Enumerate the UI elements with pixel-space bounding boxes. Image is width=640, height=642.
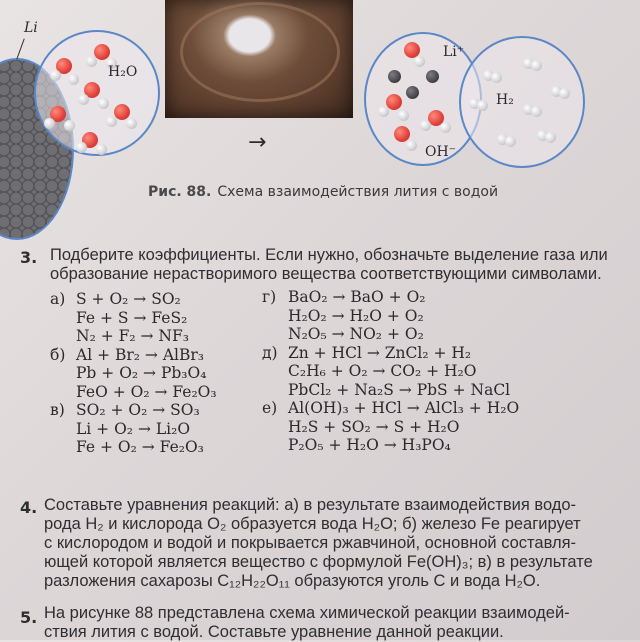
group-label: а)	[50, 290, 66, 308]
bowl-outline	[180, 2, 340, 102]
task-4-number: 4.	[20, 498, 38, 517]
task-3-number: 3.	[20, 248, 38, 267]
equation: Pb + O₂ → Pb₃O₄	[76, 364, 207, 382]
task-3-text-line: образование нерастворимого вещества соответствующими символами.	[50, 265, 602, 283]
equation-row	[50, 309, 217, 328]
equation-row	[262, 288, 519, 307]
task-5-number: 5.	[20, 608, 38, 627]
equation-row	[50, 364, 217, 383]
equations-left-column	[50, 290, 217, 457]
equation: H₂S + SO₂ → S + H₂O	[288, 417, 460, 436]
equation-row	[262, 399, 519, 418]
label-li: Li	[24, 20, 38, 36]
equation-row	[50, 383, 217, 402]
equation-row	[50, 401, 217, 420]
task-3-text	[50, 246, 608, 284]
equation-row	[262, 307, 519, 326]
equation: BaO₂ → BaO + O₂	[288, 288, 426, 306]
reaction-arrow: →	[248, 130, 267, 155]
label-li-plus: Li⁺	[443, 44, 465, 60]
task-4-line: Составьте уравнения реакций: а) в результате взаимодействия водо-	[44, 496, 577, 514]
equation: C₂H₆ + O₂ → CO₂ + H₂O	[288, 362, 477, 380]
equation-row	[262, 362, 519, 381]
figure-caption	[148, 184, 498, 200]
group-label: б)	[50, 345, 66, 364]
equation: Li + O₂ → Li₂O	[76, 419, 191, 438]
caption-number: Рис. 88.	[148, 184, 212, 200]
task-5-line: На рисунке 88 представлена схема химической реакции взаимодей-	[44, 604, 570, 622]
equation: Zn + HCl → ZnCl₂ + H₂	[288, 343, 472, 362]
equation: Al + Br₂ → AlBr₃	[76, 345, 205, 364]
equation-row	[262, 325, 519, 344]
equation: SO₂ + O₂ → SO₃	[76, 401, 200, 419]
equation-row	[50, 438, 217, 457]
equation-row	[262, 381, 519, 400]
hydrogen-circle	[459, 36, 585, 168]
equation: Fe + S → FeS₂	[76, 308, 188, 327]
equation: S + O₂ → SO₂	[76, 290, 181, 308]
equation: FeO + O₂ → Fe₂O₃	[76, 382, 217, 401]
group-label: д)	[262, 343, 278, 362]
equations-right-column	[262, 288, 519, 455]
equation: N₂ + F₂ → NF₃	[76, 327, 189, 345]
equation: Fe + O₂ → Fe₂O₃	[76, 438, 204, 456]
equation-row	[262, 418, 519, 437]
equation-row	[262, 344, 519, 363]
group-label: в)	[50, 401, 65, 419]
task-4-line: разложения сахарозы C₁₂H₂₂O₁₁ образуются уголь C и вода H₂O.	[44, 572, 541, 590]
task-5-line: ствия лития с водой. Составьте уравнение данной реакции.	[44, 623, 504, 641]
group-label: г)	[262, 288, 277, 306]
label-oh-minus: OH⁻	[425, 144, 457, 160]
label-li-pointer	[16, 38, 24, 59]
equation: N₂O₅ → NO₂ + O₂	[288, 325, 424, 343]
equation-row	[50, 420, 217, 439]
group-label: е)	[262, 399, 278, 417]
label-h2o: H₂O	[108, 64, 138, 80]
equation-row	[50, 327, 217, 346]
task-4-line: с кислородом и водой и покрывается ржавчиной, основной составля-	[44, 534, 577, 552]
figure-88	[0, 0, 640, 210]
equation-row	[262, 436, 519, 455]
equation: P₂O₅ + H₂O → H₃PO₄	[288, 436, 451, 454]
water-molecules-circle	[34, 30, 160, 156]
equation: H₂O₂ → H₂O + O₂	[288, 306, 424, 325]
task-4-text	[44, 496, 593, 591]
caption-text: Схема взаимодействия лития с водой	[217, 184, 499, 200]
task-4-line: рода H₂ и кислорода O₂ образуется вода H₂O; б) железо Fe реагирует	[44, 515, 581, 533]
label-h2: H₂	[496, 92, 514, 108]
equation: PbCl₂ + Na₂S → PbS + NaCl	[288, 380, 511, 399]
task-3-text-line: Подберите коэффициенты. Если нужно, обозначьте выделение газа или	[50, 246, 608, 264]
equation-row	[50, 290, 217, 309]
task-5-text	[44, 604, 570, 642]
equation: Al(OH)₃ + HCl → AlCl₃ + H₂O	[288, 399, 520, 417]
task-4-line: ющей которой является вещество с формулой Fe(OH)₃; в) в результате	[44, 553, 593, 571]
equation-row	[50, 346, 217, 365]
